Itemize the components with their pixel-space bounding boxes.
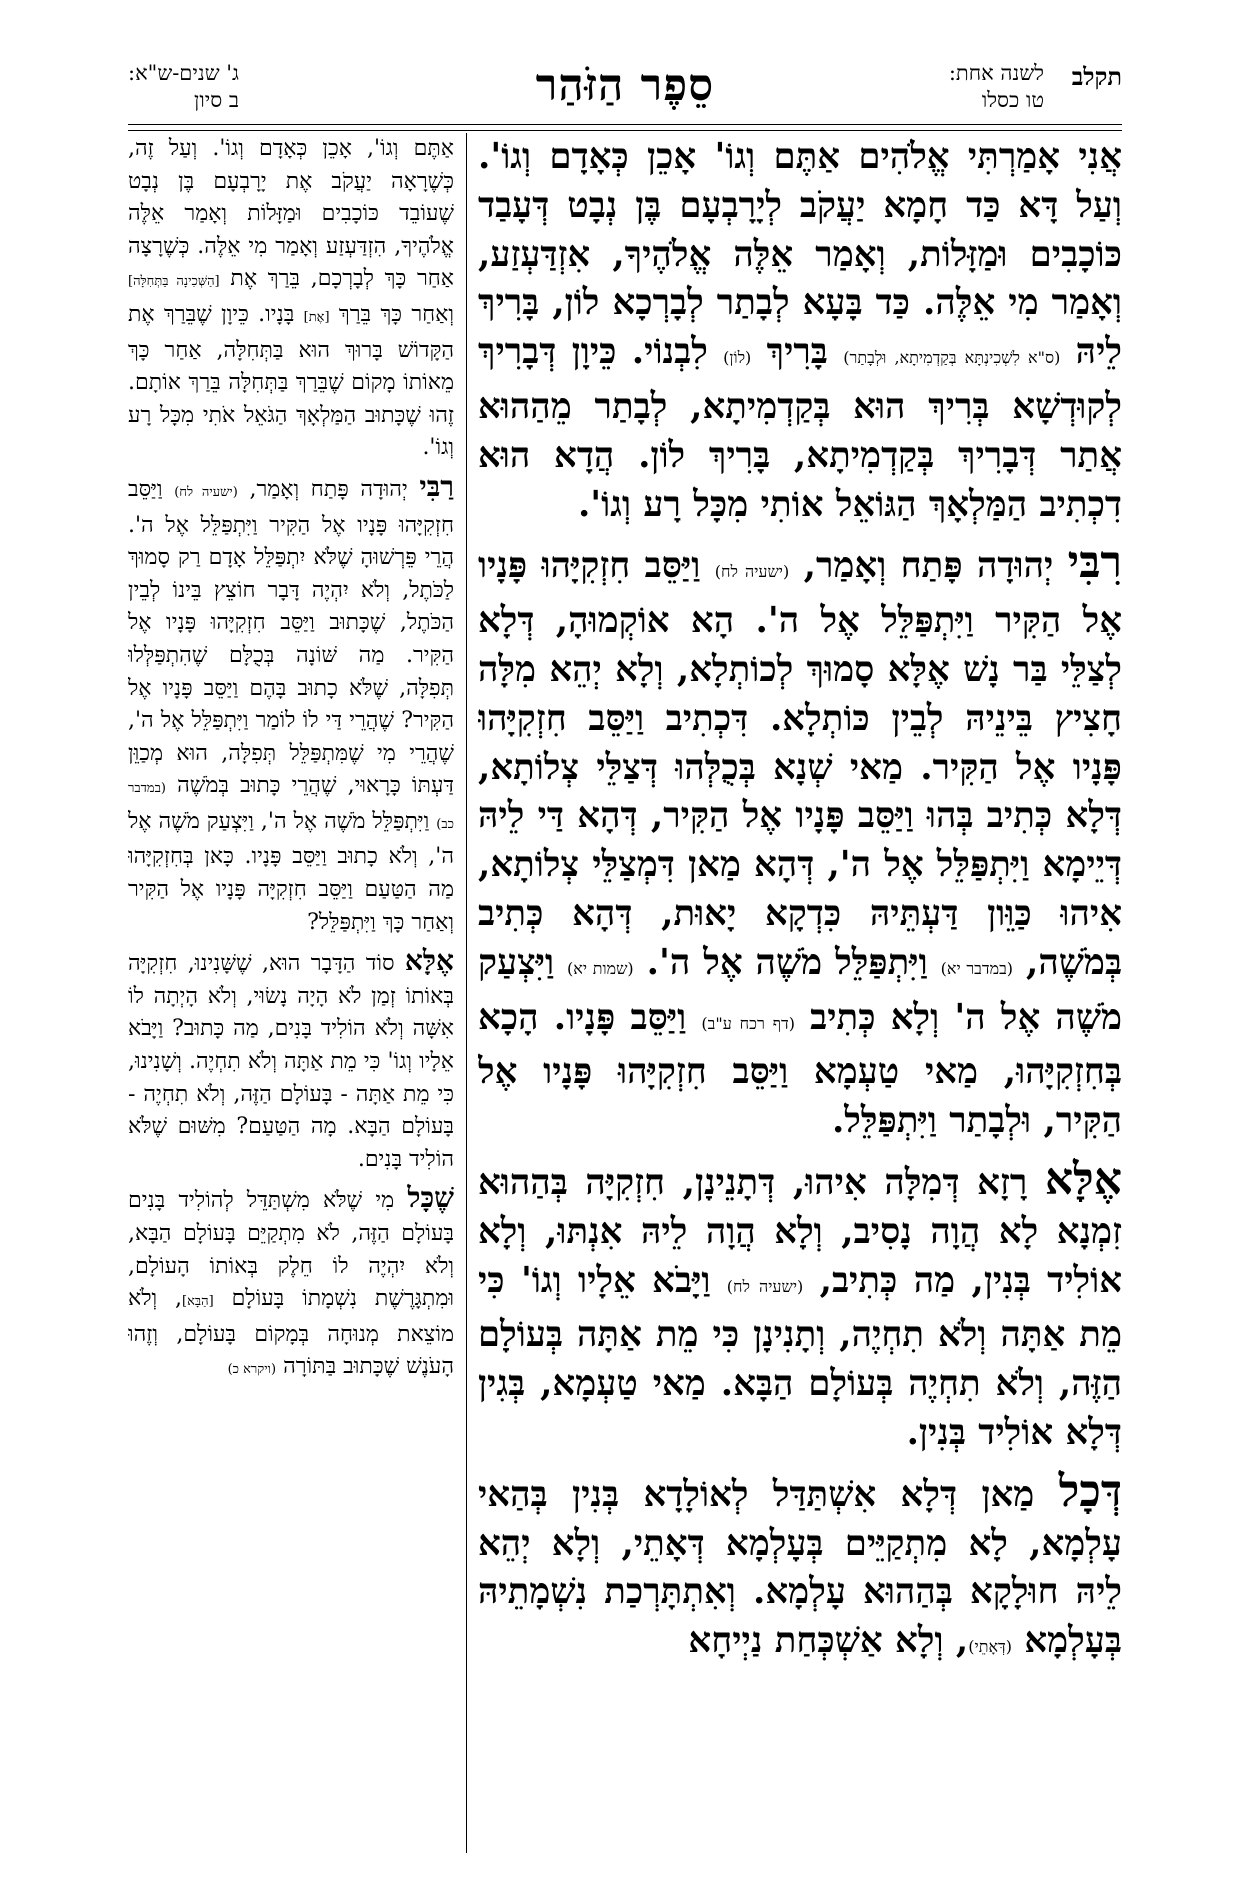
reference-note: (ישעיה לח) xyxy=(714,562,790,582)
reference-note: (דְּאָתֵי) xyxy=(968,1637,1012,1657)
main-paragraph-2: רִבִּי יְהוּדָה פָּתַח וְאָמַר, (ישעיה לח) וַיַּסֵּב חִזְקִיָּהוּ פָּנָיו אֶל הַקִּיר וַיִּתְפַּלֵּל אֶל ה'. הָא אוֹקְמוּהָ, דְּלָא לְצַלֵּי בַּר נָשׁ אֶלָּא סָמוּךְ לְכוֹתְלָא, וְלָא יְהֵא מִלָּה חָצִיץ בֵּינֵיהּ לְבֵין כּוֹתְלָא. דִּכְתִיב וַיַּסֵּב חִזְקִיָּהוּ פָּנָיו אֶל הַקִּיר. מַאי שְׁנָא בְּכֻלְּהוּ דְּצַלֵּי צְלוֹתָא, דְּלָא כְּתִיב בְּהוּ וַיַּסֵּב פָּנָיו אֶל הַקִּיר, דְּהָא דַּי לֵיהּ דְּיֵימָא וַיִּתְפַּלֵּל אֶל ה', דְּהָא מַאן דִּמְצַלֵּי צְלוֹתָא, אִיהוּ כַּוֵּון דַּעְתֵּיהּ כִּדְקָא יָאוּת, דְּהָא כְּתִיב בְּמֹשֶׁה, (במדבר יא) וַיִּתְפַּלֵּל מֹשֶׁה אֶל ה'. (שמות יא) וַיִּצְעַק מֹשֶׁה אֶל ה' וְלָא כְּתִיב (דף רכח ע"ב) וַיַּסֵּב פָּנָיו. הָכָא בְּחִזְקִיָּהוּ, מַאי טַעְמָא וַיַּסֵּב חִזְקִיָּהוּ פָּנָיו אֶל הַקִּיר, וּלְבָתַר וַיִּתְפַּלֵּל. xyxy=(478,537,1122,1142)
paragraph-opener: אֶלָּא xyxy=(404,944,454,978)
page-header xyxy=(128,60,1122,116)
main-paragraph-1: אֲנִי אָמַרְתִּי אֱלֹהִים אַתֶּם וְגוֹ' אָכֵן כְּאָדָם וְגוֹ'. וְעַל דָּא כַּד חָמָא יַעֲקֹב לְיָרָבְעָם בֶּן נְבָט דְּעָבַד כּוֹכָבִים וּמַזָּלוֹת, וְאָמַר אֵלֶּה אֱלֹהֶיךָ, אִזְדַּעְזַע, וְאָמַר מִי אֵלֶּה. כַּד בָּעָא לְבָתַר לְבָרְכָא לוֹן, בָּרִיךְ לֵיהּ (ס"א לִשְׁכִינְתָּא בְּקַדְמִיתָא, וּלְבָתַר) בָּרִיךְ (לוֹן) לִבְנוֹי. כֵּיוָן דְּבָרִיךְ לְקוּדְשָׁא בְּרִיךְ הוּא בְּקַדְמִיתָא, לְבָתַר מֵהַהוּא אֲתַר דְּבָרִיךְ בְּקַדְמִיתָא, בָּרִיךְ לוֹן. הֲדָא הוּא דִכְתִיב הַמַּלְאָךְ הַגּוֹאֵל אוֹתִי מִכָּל רָע וְגוֹ'. xyxy=(478,136,1122,525)
schedule-date: טו כסלו xyxy=(981,88,1044,112)
reference-note: (ויקרא כ) xyxy=(227,1362,277,1378)
side-paragraph-1: אַתֶּם וְגוֹ', אָכֵן כְּאָדָם וְגוֹ'. וְעַל זֶה, כְּשֶׁרָאָה יַעֲקֹב אֶת יָרָבְעָם בֶּן נְבָט שֶׁעוֹבֵד כּוֹכָבִים וּמַזָּלוֹת וְאָמַר אֵלֶּה אֱלֹהֶיךָ, הִזְדַּעְזַע וְאָמַר מִי אֵלֶּה. כְּשֶׁרָצָה אַחַר כָּךְ לְבָרְכָם, בֵּרַךְ אֶת [הַשְּׁכִינָה בַּתְּחִלָּה] וְאַחַר כָּךְ בֵּרַךְ [אֶת] בָּנָיו. כֵּיוָן שֶׁבֵּרַךְ אֶת הַקָּדוֹשׁ בָּרוּךְ הוּא בַּתְּחִלָּה, אַחַר כָּךְ מֵאוֹתוֹ מָקוֹם שֶׁבֵּרַךְ בַּתְּחִלָּה בֵּרַךְ אוֹתָם. זֶהוּ שֶׁכָּתוּב הַמַּלְאָךְ הַגֹּאֵל אֹתִי מִכָּל רָע וְגוֹ'. xyxy=(128,136,454,461)
daily-schedule-three-years xyxy=(128,60,239,114)
paragraph-opener: דְּכָל xyxy=(1058,1465,1122,1517)
reference-note: (במדבר יא) xyxy=(940,958,1014,978)
reference-note: (במדבר כב) xyxy=(128,781,454,832)
reference-note: (ישעיה לח) xyxy=(726,1276,804,1296)
reference-note: (לוֹן) xyxy=(723,348,752,368)
page-reference-note: (דף רכח ע"ב) xyxy=(701,1013,795,1033)
side-paragraph-3: אֶלָּא סוֹד הַדָּבָר הוּא, שֶׁשָּׁנִינוּ, חִזְקִיָּה בְּאוֹתוֹ זְמַן לֹא הָיָה נָשׂוּי, וְלֹא הָיְתָה לוֹ אִשָּׁה וְלֹא הוֹלִיד בָּנִים, מַה כָּתוּב? וַיָּבֹא אֵלָיו וְגוֹ' כִּי מֵת אַתָּה וְלֹא תִחְיֶה. וְשָׁנִינוּ, כִּי מֵת אַתָּה - בָּעוֹלָם הַזֶּה, וְלֹא תִחְיֶה - בָּעוֹלָם הַבָּא. מָה הַטַּעַם? מִשּׁוּם שֶׁלֹּא הוֹלִיד בָּנִים. xyxy=(128,944,454,1172)
bracket-note: [אֶת] xyxy=(303,309,330,325)
hebrew-translation-column xyxy=(128,133,454,1853)
aramaic-main-column xyxy=(478,133,1122,1853)
reference-note: (ס"א לִשְׁכִינְתָּא בְּקַדְמִיתָא, וּלְבָתַר) xyxy=(843,348,1061,368)
page-number: תקלב xyxy=(1071,62,1122,91)
side-paragraph-4: שֶׁכָּל מִי שֶׁלֹּא מִשְׁתַּדֵּל לְהוֹלִיד בָּנִים בָּעוֹלָם הַזֶּה, לֹא מִתְקַיֵּם בָּעוֹלָם הַבָּא, וְלֹא יִהְיֶה לוֹ חֵלֶק בְּאוֹתוֹ הָעוֹלָם, וּמִתְגָּרֶשֶׁת נִשְׁמָתוֹ בָּעוֹלָם [הַבָּא], וְלֹא מוֹצֵאת מְנוּחָה בְּמָקוֹם בָּעוֹלָם, וְזֶהוּ הָעֹנֶשׁ שֶׁכָּתוּב בַּתּוֹרָה (ויקרא כ) xyxy=(128,1181,454,1380)
bracket-note: [הַבָּא] xyxy=(182,1294,214,1310)
main-paragraph-3: אֶלָּא רָזָא דְּמִלָּה אִיהוּ, דְּתָנֵינָן, חִזְקִיָּה בְּהַהוּא זִמְנָא לָא הֲוָה נָסִיב, וְלָא הֲוָה לֵיהּ אִנְתּוּ, וְלָא אוֹלִיד בְּנִין, מַה כְּתִיב, (ישעיה לח) וַיָּבֹא אֵלָיו וְגוֹ' כִּי מֵת אַתָּה וְלֹא תִחְיֶה, וְתָנִינָן כִּי מֵת אַתָּה בְּעוֹלָם הַזֶּה, וְלֹא תִחְיֶה בְּעוֹלָם הַבָּא. מַאי טַעְמָא, בְּגִין דְּלָא אוֹלִיד בְּנִין. xyxy=(478,1153,1122,1453)
paragraph-opener: רַבִּי xyxy=(419,469,454,503)
side-paragraph-2: רַבִּי יְהוּדָה פָּתַח וְאָמַר, (ישעיה לח) וַיַּסֵּב חִזְקִיָּהוּ פָּנָיו אֶל הַקִּיר וַיִּתְפַּלֵּל אֶל ה'. הֲרֵי פֵּרְשׁוּהָ שֶׁלֹּא יִתְפַּלֵּל אָדָם רַק סָמוּךְ לַכֹּתֶל, וְלֹא יִהְיֶה דָּבָר חוֹצֵץ בֵּינוֹ לְבֵין הַכֹּתֶל, שֶׁכָּתוּב וַיַּסֵּב חִזְקִיָּהוּ פָּנָיו אֶל הַקִּיר. מַה שּׁוֹנָה בְּכֻלָּם שֶׁהִתְפַּלְּלוּ תְּפִלָּה, שֶׁלֹּא כָתוּב בָּהֶם וַיַּסֵּב פָּנָיו אֶל הַקִּיר? שֶׁהֲרֵי דַּי לוֹ לוֹמַר וַיִּתְפַּלֵּל אֶל ה', שֶׁהֲרֵי מִי שֶׁמִּתְפַּלֵּל תְּפִלָּה, הוּא מְכַוֵּן דַּעְתּוֹ כָּרָאוּי, שֶׁהֲרֵי כָּתוּב בְּמֹשֶׁה (במדבר כב) וַיִּתְפַּלֵּל מֹשֶׁה אֶל ה', וַיִּצְעַק מֹשֶׁה אֶל ה', וְלֹא כָתוּב וַיַּסֵּב פָּנָיו. כָּאן בְּחִזְקִיָּהוּ מַה הַטַּעַם וַיַּסֵּב חִזְקִיָּה פָּנָיו אֶל הַקִּיר וְאַחַר כָּךְ וַיִּתְפַּלֵּל? xyxy=(128,469,454,935)
schedule-label: ג' שנים-ש"א: xyxy=(128,61,239,85)
main-paragraph-4: דְּכָל מַאן דְּלָא אִשְׁתַּדַּל לְאוֹלָדָא בְּנִין בְּהַאי עָלְמָא, לָא מִתְקַיֵּים בְּעָלְמָא דְּאָתֵי, וְלָא יְהֵא לֵיהּ חוּלָקָא בְּהַהוּא עָלְמָא. וְאִתְתָּרְכַת נִשְׁמָתֵיהּ בְּעָלְמָא (דְּאָתֵי), וְלָא אַשְׁכְּחַת נַיְיחָא xyxy=(478,1465,1122,1662)
reference-note: (שמות יא) xyxy=(567,958,634,978)
column-divider xyxy=(466,133,467,1853)
header-rule-thin xyxy=(128,130,1122,131)
paragraph-opener: שֶׁכָּל xyxy=(407,1181,454,1215)
paragraph-opener: רִבִּי xyxy=(1067,537,1122,589)
header-rule xyxy=(128,124,1122,125)
bracket-note: [הַשְּׁכִינָה בַּתְּחִלָּה] xyxy=(128,274,220,290)
paragraph-opener: אֶלָּא xyxy=(1044,1153,1122,1205)
schedule-date: ב סיון xyxy=(194,88,239,112)
book-title: סֵפֶר הַזֹּהַר xyxy=(535,60,715,111)
schedule-label: לשנה אחת: xyxy=(948,61,1044,85)
reference-note: (ישעיה לח) xyxy=(174,484,238,500)
